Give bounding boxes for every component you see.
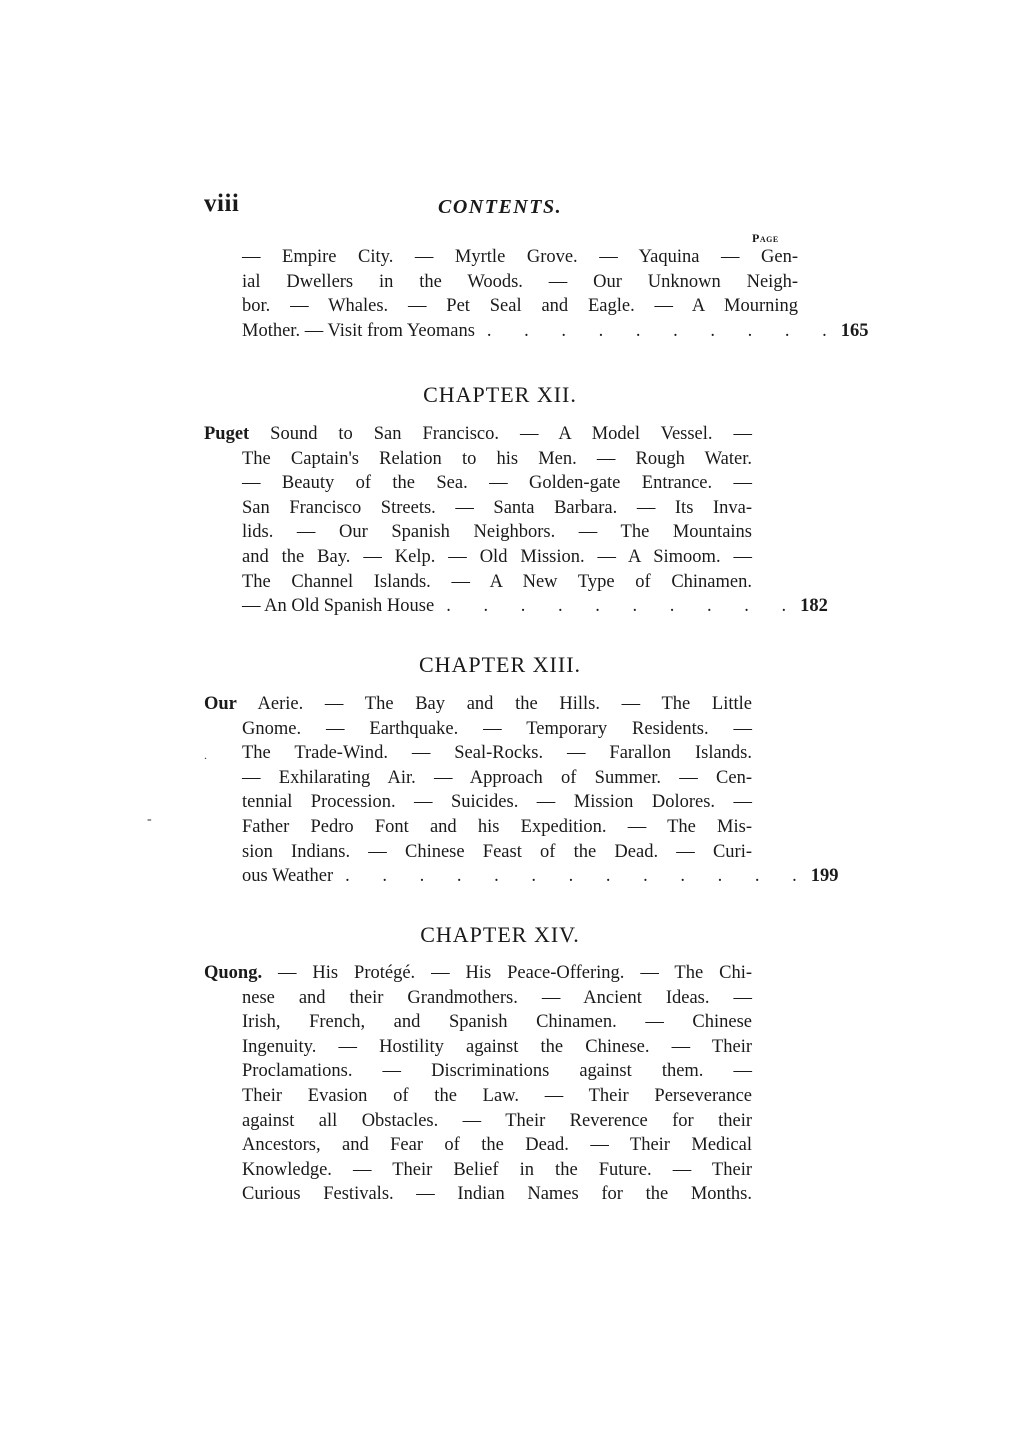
chapter-heading-xiii: CHAPTER XIII. (418, 652, 582, 677)
entry-line: lids. — Our Spanish Neighbors. — The Mountains (242, 522, 752, 543)
entry-line: bor. — Whales. — Pet Seal and Eagle. — A Mourning (242, 296, 798, 317)
entry-line: sion Indians. — Chinese Feast of the Dead. — Curi- (242, 841, 752, 862)
page-column-label: Page (752, 231, 779, 245)
page-number: viii (204, 190, 240, 217)
entry-last-line (204, 594, 828, 619)
entry-line: ous Weather (242, 866, 334, 887)
contents-entry-continuation (242, 245, 869, 343)
chapter-heading-xii: CHAPTER XII. (423, 382, 577, 407)
entry-line: and the Bay. — Kelp. — Old Mission. — A Simoom. — (242, 546, 752, 567)
entry-line: The Captain's Relation to his Men. — Rough Water. (242, 448, 752, 469)
entry-line: San Francisco Streets. — Santa Barbara. — Its Inva- (242, 497, 752, 518)
contents-entry-chapter-xii (204, 422, 828, 619)
contents-entry-chapter-xiv (204, 961, 798, 1207)
entry-line: Irish, French, and Spanish Chinamen. — Chinese (242, 1012, 752, 1033)
entry-line: against all Obstacles. — Their Reverence for their (242, 1110, 752, 1131)
entry-line: — Exhilarating Air. — Approach of Summer. — Cen- (242, 767, 752, 788)
page-reference: 165 (840, 320, 869, 341)
page-reference: 182 (800, 596, 828, 617)
dot-leader: . . . . . . . . . . . . . (345, 866, 811, 887)
entry-last-line (242, 319, 869, 344)
page-reference: 199 (810, 866, 839, 887)
entry-line: Puget Sound to San Francisco. — A Model Vessel. — (204, 424, 752, 444)
entry-line: Ancestors, and Fear of the Dead. — Their Medical (242, 1135, 752, 1156)
entry-line: Knowledge. — Their Belief in the Future. — Their (242, 1159, 752, 1180)
chapter-heading-xiv: CHAPTER XIV. (420, 922, 580, 947)
entry-line: Curious Festivals. — Indian Names for the Months. (242, 1184, 752, 1205)
entry-line: ial Dwellers in the Woods. — Our Unknown Neigh- (242, 271, 798, 292)
running-head: CONTENTS. (438, 196, 563, 218)
entry-line: The Trade-Wind. — Seal-Rocks. — Farallon Islands. (242, 743, 752, 764)
entry-line: Ingenuity. — Hostility against the Chinese. — Their (242, 1036, 752, 1057)
entry-line: Gnome. — Earthquake. — Temporary Residents. — (242, 718, 752, 739)
entry-line: — Beauty of the Sea. — Golden-gate Entrance. — (242, 473, 752, 494)
entry-line: Our Aerie. — The Bay and the Hills. — The Little (204, 694, 752, 714)
entry-line: The Channel Islands. — A New Type of Chinamen. (242, 571, 752, 592)
print-speck: . (204, 748, 207, 762)
entry-line: — An Old Spanish House (242, 596, 435, 617)
entry-line: Proclamations. — Discriminations against them. — (242, 1061, 752, 1082)
margin-mark: - (147, 812, 152, 827)
entry-line: — Empire City. — Myrtle Grove. — Yaquina — Gen- (242, 247, 798, 267)
entry-line-text: Quong. — His Protégé. — His Peace-Offering. — The Chi- (204, 963, 752, 983)
dot-leader: . . . . . . . . . . (446, 596, 801, 617)
entry-last-line (204, 864, 839, 889)
entry-line: Father Pedro Font and his Expedition. — The Mis- (242, 816, 752, 837)
contents-entry-chapter-xiii (204, 692, 839, 889)
entry-line: Their Evasion of the Law. — Their Perseverance (242, 1085, 752, 1106)
entry-line: nese and their Grandmothers. — Ancient Ideas. — (242, 987, 752, 1008)
entry-line (204, 961, 752, 986)
entry-line: tennial Procession. — Suicides. — Mission Dolores. — (242, 792, 752, 813)
dot-leader: . . . . . . . . . . (486, 320, 841, 341)
entry-line: Mother. — Visit from Yeomans (242, 320, 475, 341)
